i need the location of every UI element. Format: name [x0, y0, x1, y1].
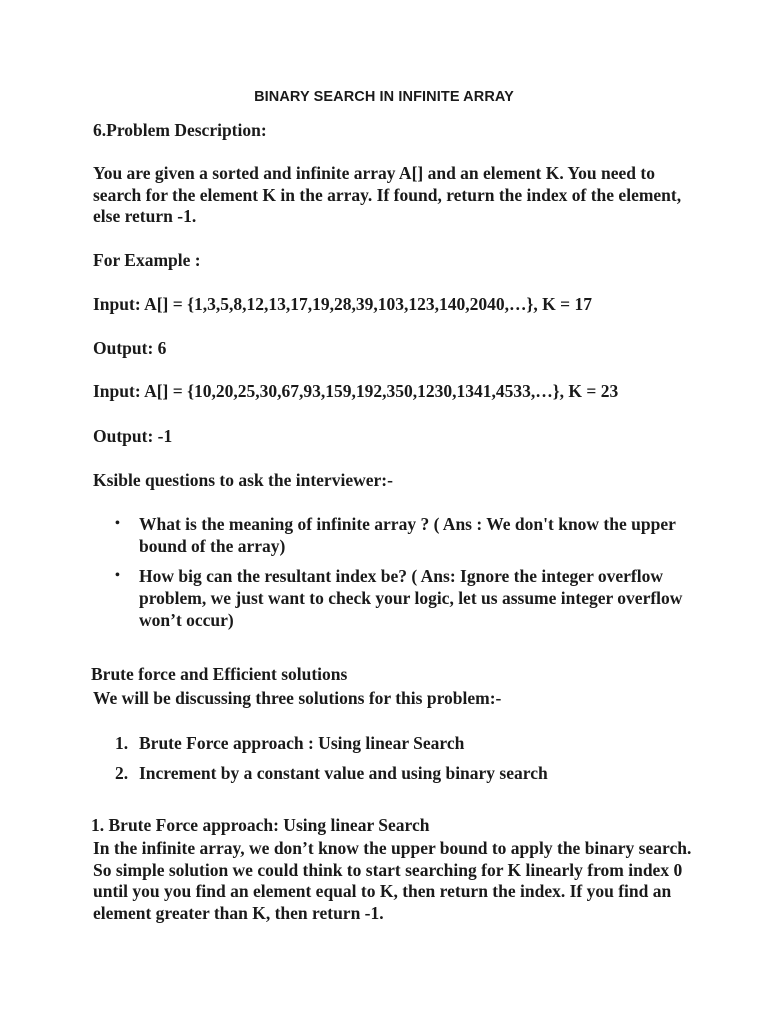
solutions-intro: We will be discussing three solutions for this problem:- [93, 688, 502, 708]
solution-text: Increment by a constant value and using binary search [139, 763, 548, 783]
solutions-list [93, 732, 693, 792]
list-item [93, 565, 693, 631]
list-number: 2. [115, 763, 129, 783]
solution-text: Brute Force approach : Using linear Search [139, 733, 465, 753]
problem-description: You are given a sorted and infinite array A[] and an element K. You need to search for the element K in the array. If found, return the index of the element, else return -1. [93, 163, 682, 226]
question-text: What is the meaning of infinite array ? ( Ans : We don't know the upper bound of the array) [139, 514, 676, 556]
list-item [93, 732, 693, 754]
question-text: How big can the resultant index be? ( Ans: Ignore the integer overflow problem, we just want to check your logic, let us assume integer overflow won’t occur) [139, 566, 683, 630]
list-item [93, 762, 693, 784]
example-1-output: Output: 6 [93, 338, 167, 358]
bullet-icon: • [115, 516, 120, 531]
questions-list [93, 513, 693, 639]
section-1-text: In the infinite array, we don’t know the upper bound to apply the binary search. So simple solution we could think to start searching for K linearly from index 0 until you you find an element equal to K, then return the index. If you find an element greater than K, then return -1. [93, 838, 692, 923]
questions-heading: Ksible questions to ask the interviewer:- [93, 470, 393, 490]
example-2-input: Input: A[] = {10,20,25,30,67,93,159,192,350,1230,1341,4533,…}, K = 23 [93, 381, 619, 401]
list-number: 1. [115, 733, 129, 753]
problem-heading: 6.Problem Description: [93, 120, 267, 140]
solutions-heading: Brute force and Efficient solutions [91, 664, 348, 684]
section-1-heading: 1. Brute Force approach: Using linear Search [91, 815, 430, 835]
example-heading: For Example : [93, 250, 201, 270]
bullet-icon: • [115, 568, 120, 583]
list-item [93, 513, 693, 557]
example-2-output: Output: -1 [93, 426, 173, 446]
page-title: BINARY SEARCH IN INFINITE ARRAY [254, 89, 514, 105]
example-1-input: Input: A[] = {1,3,5,8,12,13,17,19,28,39,103,123,140,2040,…}, K = 17 [93, 294, 592, 314]
